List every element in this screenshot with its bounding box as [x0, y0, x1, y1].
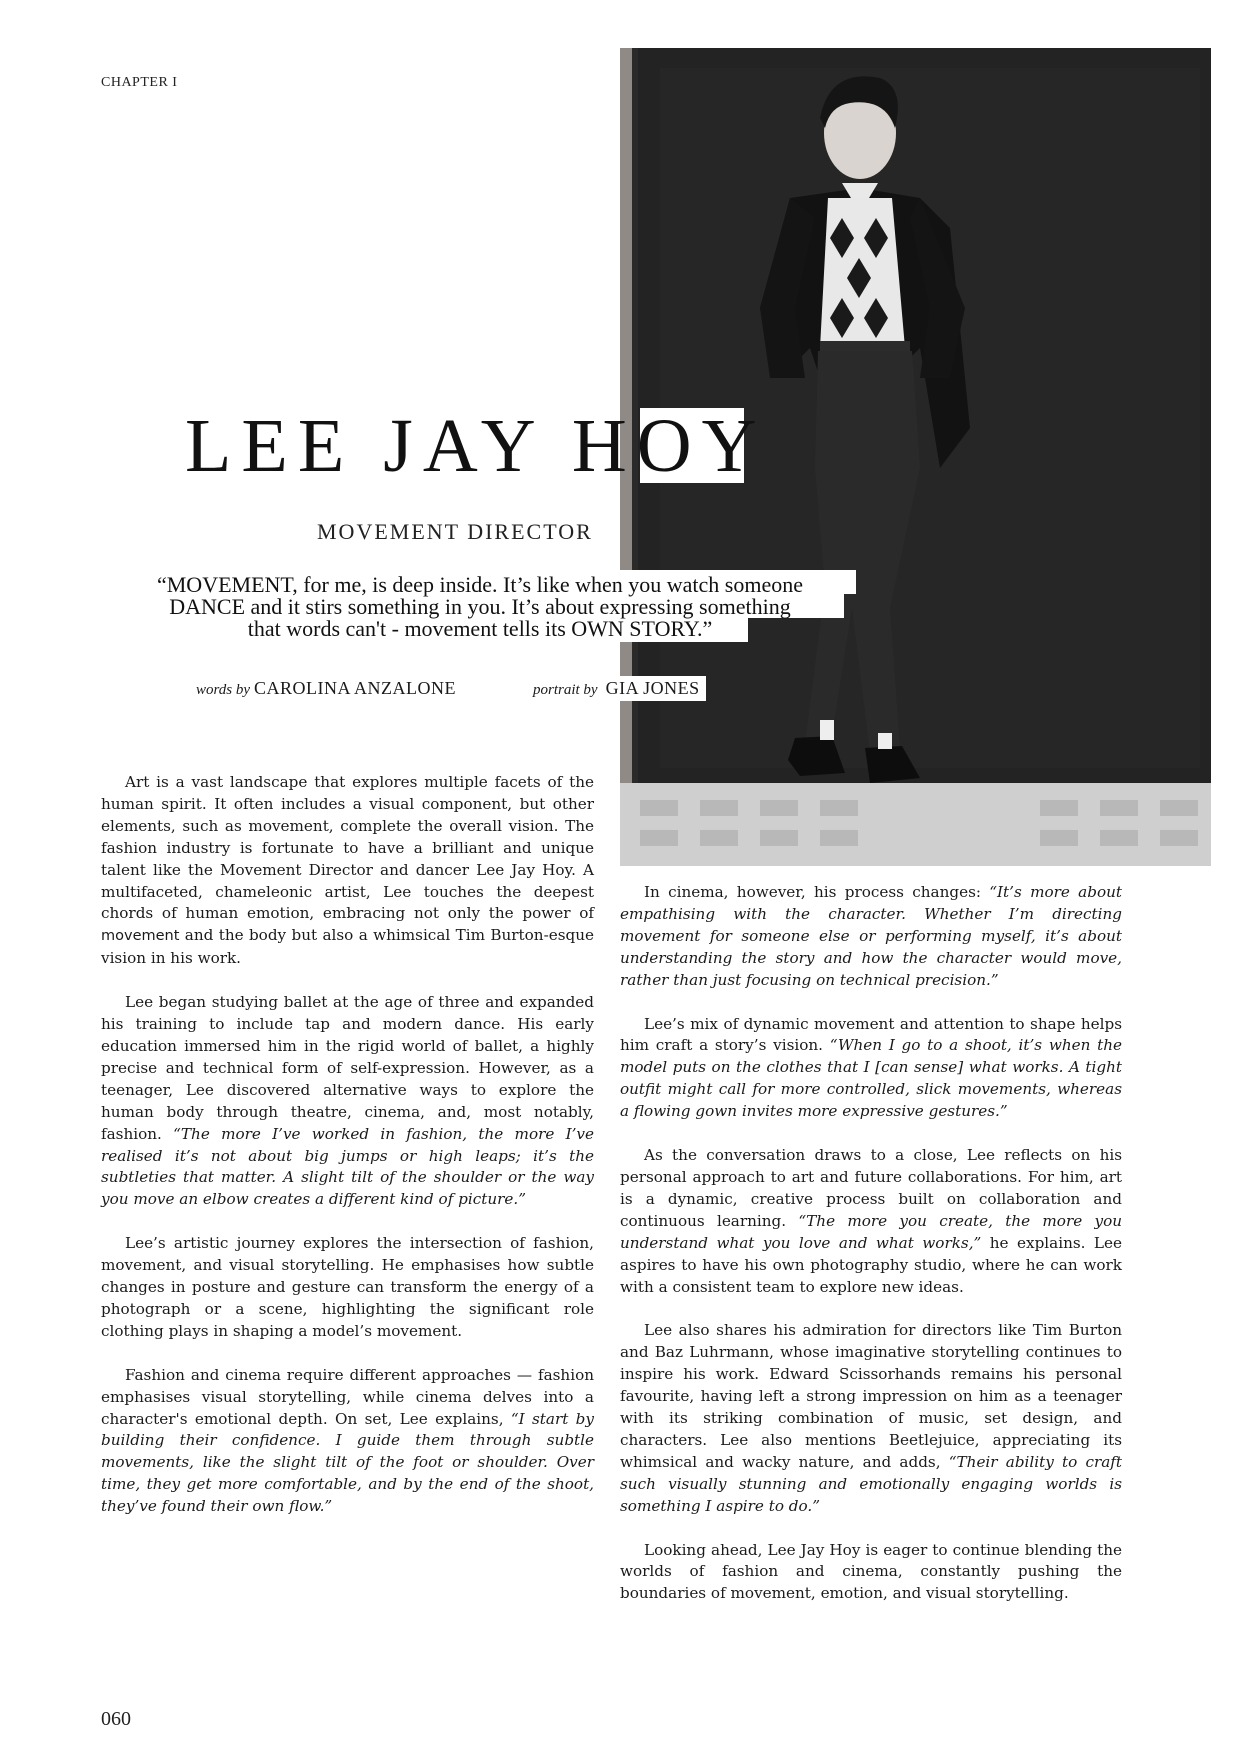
paragraph: As the conversation draws to a close, Lee reflects on his personal approach to art and future collaborations. For him, art is a dynamic, creative process built on collaboration and continuous learning. “The more you create, the more you understand what you love and what works,” he explains. Lee aspires to have his own photography studio, where he can work with a consistent team to explore new ideas. — [620, 1146, 1122, 1296]
credit-portrait-prefix: portrait by — [533, 682, 598, 698]
title-block — [165, 402, 767, 488]
paragraph: Fashion and cinema require different approaches — fashion emphasises visual storytelling, while cinema delves into a character's emotional depth. On set, Lee explains, “I start by building their confidence. I guide them through subtle movements, like the slight tilt of the foot or shoulder. Over time, they get more comfortable, and by the end of the shoot, they’ve found their own flow.” — [101, 1365, 594, 1516]
credit-words — [196, 678, 456, 699]
paragraph: Looking ahead, Lee Jay Hoy is eager to continue blending the worlds of fashion and cinema, constantly pushing the boundaries of movement, emotion, and visual storytelling. — [620, 1540, 1122, 1603]
page-number: 060 — [101, 1708, 131, 1730]
paragraph: In cinema, however, his process changes: “It’s more about empathising with the character. Whether I’m directing movement for someone else or performing myself, it’s about understanding the story and how the character would move, rather than just focusing on technical precision.” — [620, 883, 1122, 989]
credit-words-name: CAROLINA ANZALONE — [254, 678, 457, 698]
pull-quote — [110, 574, 850, 640]
page-title: LEE JAY HOY — [185, 404, 767, 488]
paragraph: Lee began studying ballet at the age of three and expanded his training to include tap and modern dance. His early education immersed him in the rigid world of ballet, a highly precise and technical form of self-expression. However, as a teenager, Lee discovered alternative ways to explore the human body through theatre, cinema, and, most notably, fashion. “The more I’ve worked in fashion, the more I’ve realised it’s not about big jumps or high leaps; it’s the subtleties that matter. A slight tilt of the shoulder or the way you move an elbow creates a different kind of picture.” — [101, 993, 594, 1209]
subtitle-role: MOVEMENT DIRECTOR — [317, 519, 593, 544]
credit-portrait — [533, 678, 706, 699]
article-column-left — [101, 772, 594, 1540]
paragraph: Lee’s mix of dynamic movement and attention to shape helps him craft a story’s vision. “When I go to a shoot, it’s when the model puts on the clothes that I [can sense] what works. A tight outfit might call for more controlled, slick movements, whereas a flowing gown invites more expressive gestures.” — [620, 1014, 1122, 1121]
article-column-right — [620, 882, 1122, 1627]
paragraph: Art is a vast landscape that explores multiple facets of the human spirit. It often includes a visual component, but other elements, such as movement, complete the overall vision. The fashion industry is fortunate to have a brilliant and unique talent like the Movement Director and dancer Lee Jay Hoy. A multifaceted, chameleonic artist, Lee touches the deepest chords of human emotion, embracing not only the power of movement and the body but also a whimsical Tim Burton-esque vision in his work. — [101, 773, 594, 968]
pull-quote-line: that words can't - movement tells its OWN STORY.” — [247, 616, 713, 641]
chapter-label: CHAPTER I — [101, 75, 178, 90]
credit-words-prefix: words by — [196, 682, 251, 698]
credit-portrait-name: GIA JONES — [602, 676, 706, 701]
pull-quote-line: “MOVEMENT, for me, is deep inside. It’s like when you watch someone — [156, 572, 803, 597]
pull-quote-line: DANCE and it stirs something in you. It’s about expressing something — [169, 594, 791, 619]
paragraph: Lee also shares his admiration for directors like Tim Burton and Baz Luhrmann, whose imaginative storytelling continues to inspire his work. Edward Scissorhands remains his personal favourite, having left a strong impression on him as a teenager with its striking combination of music, set design, and characters. Lee also mentions Beetlejuice, appreciating its whimsical and wacky nature, and adds, “Their ability to craft such visually stunning and emotionally engaging worlds is something I aspire to do.” — [620, 1321, 1123, 1515]
paragraph: Lee’s artistic journey explores the intersection of fashion, movement, and visual storytelling. He emphasises how subtle changes in posture and gesture can transform the energy of a photograph or a scene, highlighting the significant role clothing plays in shaping a model’s movement. — [101, 1234, 594, 1340]
